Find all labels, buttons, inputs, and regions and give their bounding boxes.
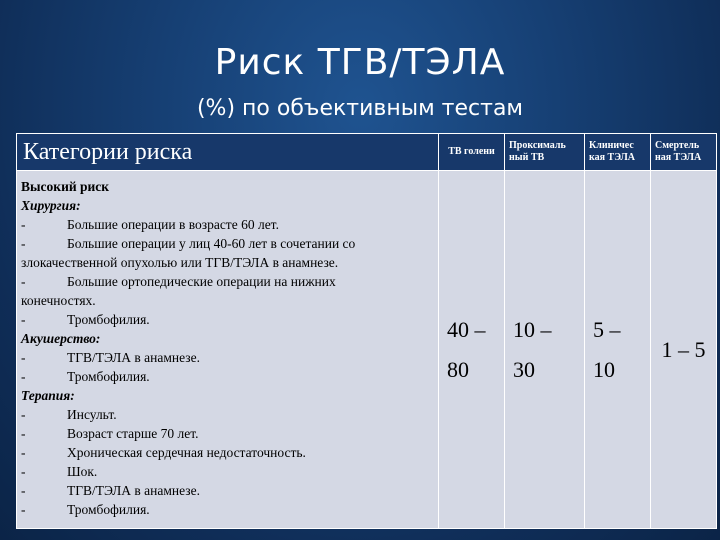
category-cell [17, 171, 439, 529]
slide-title: Риск ТГВ/ТЭЛА [214, 42, 506, 83]
list-item [21, 348, 434, 367]
value-tv-line1: 40 – [447, 316, 486, 342]
item-text: Большие ортопедические операции на нижних [67, 274, 336, 289]
list-item [21, 462, 434, 481]
dash: - [21, 217, 26, 232]
risk-heading: Высокий риск [21, 179, 110, 194]
item-text: ТГВ/ТЭЛА в анамнезе. [67, 483, 200, 498]
header-tv [439, 134, 505, 171]
dash: - [21, 274, 26, 289]
value-proximal-line1: 10 – [513, 316, 552, 342]
header-death [651, 134, 717, 171]
therapy-label: Терапия: [21, 388, 75, 403]
item-text: Большие операции в возрасте 60 лет. [67, 217, 279, 232]
item-text: Шок. [67, 464, 98, 479]
value-proximal [505, 171, 585, 529]
header-clinical [585, 134, 651, 171]
dash: - [21, 369, 26, 384]
surgery-label: Хирургия: [21, 198, 81, 213]
list-item [21, 234, 434, 253]
dash: - [21, 445, 26, 460]
slide-subtitle: (%) по объективным тестам [196, 96, 524, 121]
dash: - [21, 502, 26, 517]
dash: - [21, 407, 26, 422]
value-death [651, 171, 717, 529]
value-clinical-line2: 10 [593, 356, 615, 382]
list-item [21, 443, 434, 462]
item-text: Большие операции у лиц 40-60 лет в сочетании со [67, 236, 356, 251]
list-item [21, 424, 434, 443]
header-clinical-line1: Клиничес [589, 140, 634, 151]
list-item [21, 405, 434, 424]
value-tv-line2: 80 [447, 356, 469, 382]
value-clinical [585, 171, 651, 529]
header-death-line1: Смертель [655, 140, 700, 151]
list-item [21, 272, 434, 291]
obstetrics-label: Акушерство: [21, 331, 101, 346]
list-item [21, 310, 434, 329]
risk-table [16, 133, 717, 529]
item-text: Возраст старше 70 лет. [67, 426, 199, 441]
item-text: ТГВ/ТЭЛА в анамнезе. [67, 350, 200, 365]
item-text: Тромбофилия. [67, 312, 150, 327]
header-proximal-line2: ный ТВ [509, 152, 545, 163]
value-clinical-line1: 5 – [593, 316, 621, 342]
table-body-row [17, 171, 717, 529]
header-proximal [505, 134, 585, 171]
value-death-text: 1 – 5 [661, 336, 706, 362]
list-item [21, 215, 434, 234]
value-proximal-line2: 30 [513, 356, 535, 382]
dash: - [21, 426, 26, 441]
dash: - [21, 312, 26, 327]
header-death-line2: ная ТЭЛА [655, 152, 702, 163]
list-item-continuation: злокачественной опухолью или ТГВ/ТЭЛА в анамнезе. [21, 255, 339, 270]
dash: - [21, 483, 26, 498]
list-item [21, 500, 434, 519]
header-category: Категории риска [17, 134, 439, 171]
header-clinical-line2: кая ТЭЛА [589, 152, 636, 163]
dash: - [21, 464, 26, 479]
item-text: Хроническая сердечная недостаточность. [67, 445, 306, 460]
header-tv-label: ТВ голени [448, 146, 495, 157]
item-text: Тромбофилия. [67, 502, 150, 517]
dash: - [21, 236, 26, 251]
item-text: Тромбофилия. [67, 369, 150, 384]
list-item [21, 481, 434, 500]
header-proximal-line1: Проксималь [509, 140, 566, 151]
list-item [21, 367, 434, 386]
list-item-continuation: конечностях. [21, 293, 96, 308]
item-text: Инсульт. [67, 407, 117, 422]
table-header-row [17, 134, 717, 171]
value-tv [439, 171, 505, 529]
dash: - [21, 350, 26, 365]
